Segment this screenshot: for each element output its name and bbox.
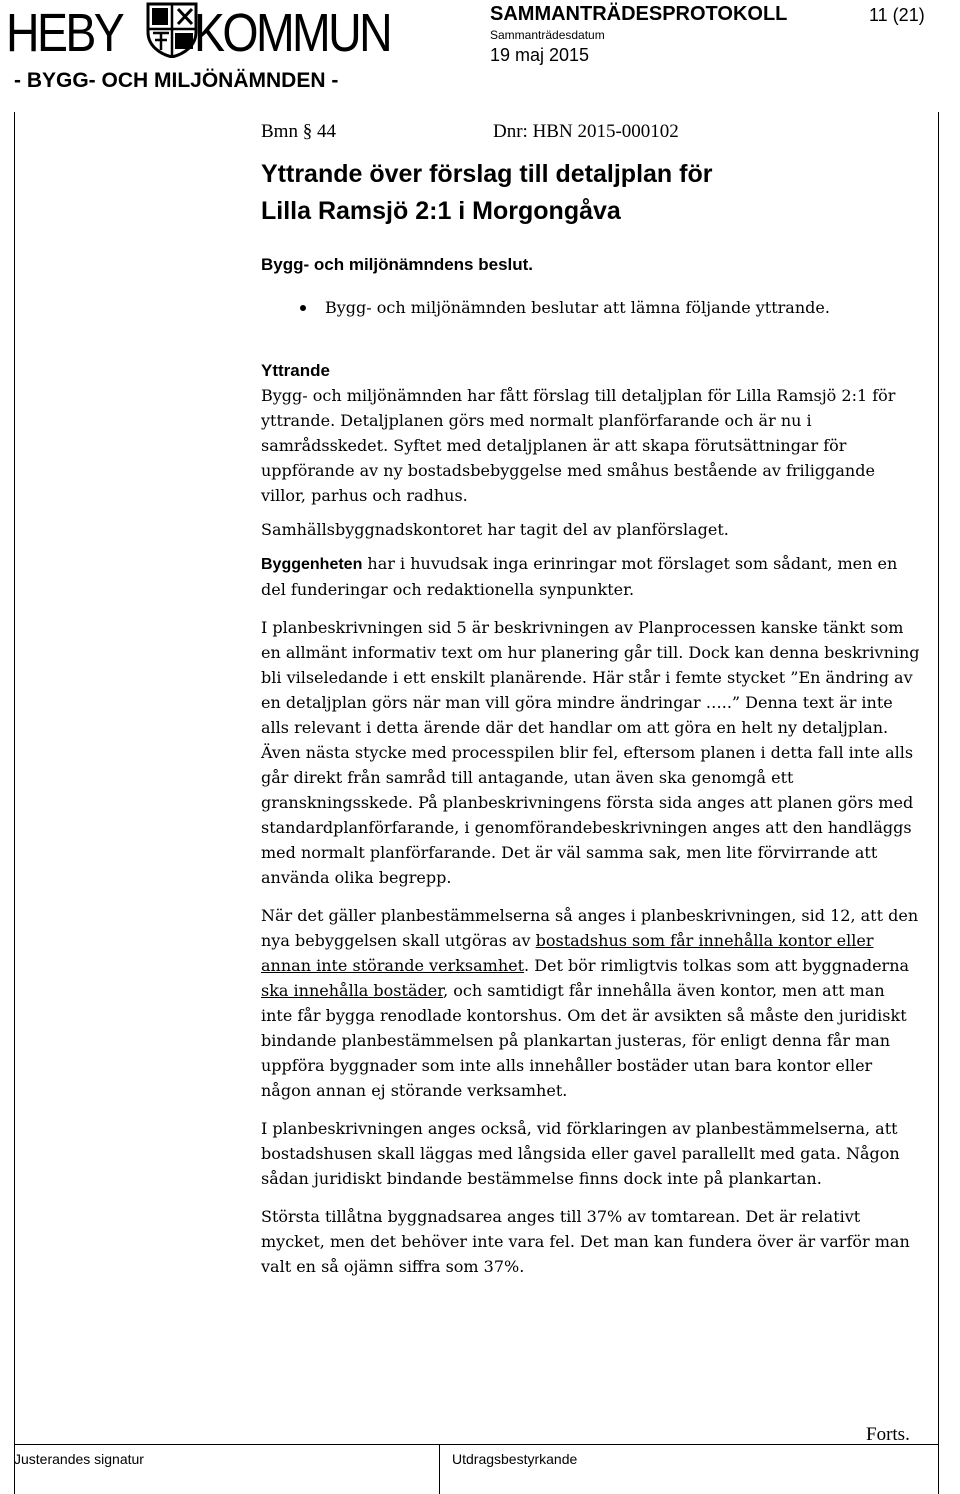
meeting-date: 19 maj 2015 xyxy=(490,45,590,65)
case-reference xyxy=(261,118,921,146)
p5-text-c: , och samtidigt får innehålla även kontor, men att man inte får bygga renodlade kontorshus. Om det är avsikten så måste den juridiskt bindande planbestämmelsen på plankartan justeras, för enligt denna får man uppföra byggnader som inte alls innehåller bostäder utan bara kontor eller någon annan ej störande verksamhet. xyxy=(261,981,907,1100)
statement-paragraph-5 xyxy=(261,903,921,1103)
case-diary-number: Dnr: HBN 2015-000102 xyxy=(493,121,679,142)
committee-name: - BYGG- OCH MILJÖNÄMNDEN - xyxy=(14,69,339,92)
byggenheten-label: Byggenheten xyxy=(261,556,363,573)
case-title xyxy=(261,156,921,230)
statement-paragraph-7: Största tillåtna byggnadsarea anges till 37% av tomtarean. Det är relativt mycket, men det behöver inte vara fel. Det man kan fundera över är varför man valt en så ojämn siffra som 37%. xyxy=(261,1207,910,1276)
logo-text-kommun: KOMMUN xyxy=(194,3,391,63)
statement-paragraph-4: I planbeskrivningen sid 5 är beskrivningen av Planprocessen kanske tänkt som en allmänt informativ text om hur planering går till. Dock kan denna beskrivning bli vilseledande i ett enskilt planärende. Här står i femte stycket ”En ändring av en detaljplan görs när man vill göra mindre ändringar …..” Denna text är inte alls relevant i detta ärende där det handlar om att göra en helt ny detaljplan. Även nästa stycke med processpilen blir fel, eftersom planen i detta fall inte alls går direkt från samråd till antagande, utan även ska genomgå ett granskningsskede. På planbeskrivningens första sida anges att planen görs med standardplanförfarande, i genomförandebeskrivningen anges att den handläggs med normalt planförfarande. Det är väl samma sak, men lite förvirrande att använda olika begrepp. xyxy=(261,618,920,887)
logo xyxy=(6,2,418,63)
case-paragraph-number: Bmn § 44 xyxy=(261,121,336,142)
logo-text-heby: HEBY xyxy=(6,3,123,63)
continued-label: Forts. xyxy=(866,1424,910,1445)
coat-of-arms-icon xyxy=(144,2,200,58)
page-number: 11 (21) xyxy=(869,5,925,25)
case-title-line-2: Lilla Ramsjö 2:1 i Morgongåva xyxy=(261,197,621,225)
protocol-title: SAMMANTRÄDESPROTOKOLL xyxy=(490,3,788,25)
statement-heading: Yttrande xyxy=(261,361,330,380)
statement-paragraph-1: Bygg- och miljönämnden har fått förslag till detaljplan för Lilla Ramsjö 2:1 för yttrande. Detaljplanen görs med normalt planförfarande och är nu i samrådsskedet. Syftet med detaljplanen är att skapa förutsättningar för uppförande av ny bostadsbebyggelse med småhus bestående av friliggande villor, parhus och radhus. xyxy=(261,386,896,505)
meeting-date-label: Sammanträdesdatum xyxy=(490,28,605,42)
left-margin-line xyxy=(14,112,15,1494)
statement-paragraph-2: Samhällsbyggnadskontoret har tagit del av planförslaget. xyxy=(261,520,729,539)
statement-paragraph-3 xyxy=(261,551,921,602)
signature-label: Justerandes signatur xyxy=(14,1451,144,1467)
extract-certification-label: Utdragsbestyrkande xyxy=(452,1451,578,1467)
case-title-line-1: Yttrande över förslag till detaljplan för xyxy=(261,160,713,188)
decision-bullet-text: Bygg- och miljönämnden beslutar att lämna följande yttrande. xyxy=(325,298,830,317)
statement-paragraph-3-text: har i huvudsak inga erinringar mot förslaget som sådant, men en del funderingar och redaktionella synpunkter. xyxy=(261,554,898,599)
statement-paragraph-6: I planbeskrivningen anges också, vid förklaringen av planbestämmelserna, att bostadshusen skall läggas med långsida eller gavel parallellt med gata. Någon sådan juridiskt bindande bestämmelse finns dock inte på plankartan. xyxy=(261,1119,900,1188)
p5-text-b: . Det bör rimligtvis tolkas som att byggnaderna xyxy=(524,956,910,975)
footer-divider xyxy=(14,1444,939,1445)
decision-heading: Bygg- och miljönämndens beslut. xyxy=(261,255,534,274)
p5-underlined-1: bostadshus som får innehålla kontor eller annan inte störande verksamhet xyxy=(261,931,874,975)
right-margin-line xyxy=(938,112,939,1494)
p5-text-a: När det gäller planbestämmelserna så anges i planbeskrivningen, sid 12, att den nya bebyggelsen skall utgöras av xyxy=(261,906,919,950)
p5-underlined-2: ska innehålla bostäder xyxy=(261,981,444,1000)
bullet-icon xyxy=(300,305,306,311)
footer-separator xyxy=(439,1444,440,1494)
decision-bullet xyxy=(261,295,921,320)
main-content xyxy=(261,118,921,1279)
